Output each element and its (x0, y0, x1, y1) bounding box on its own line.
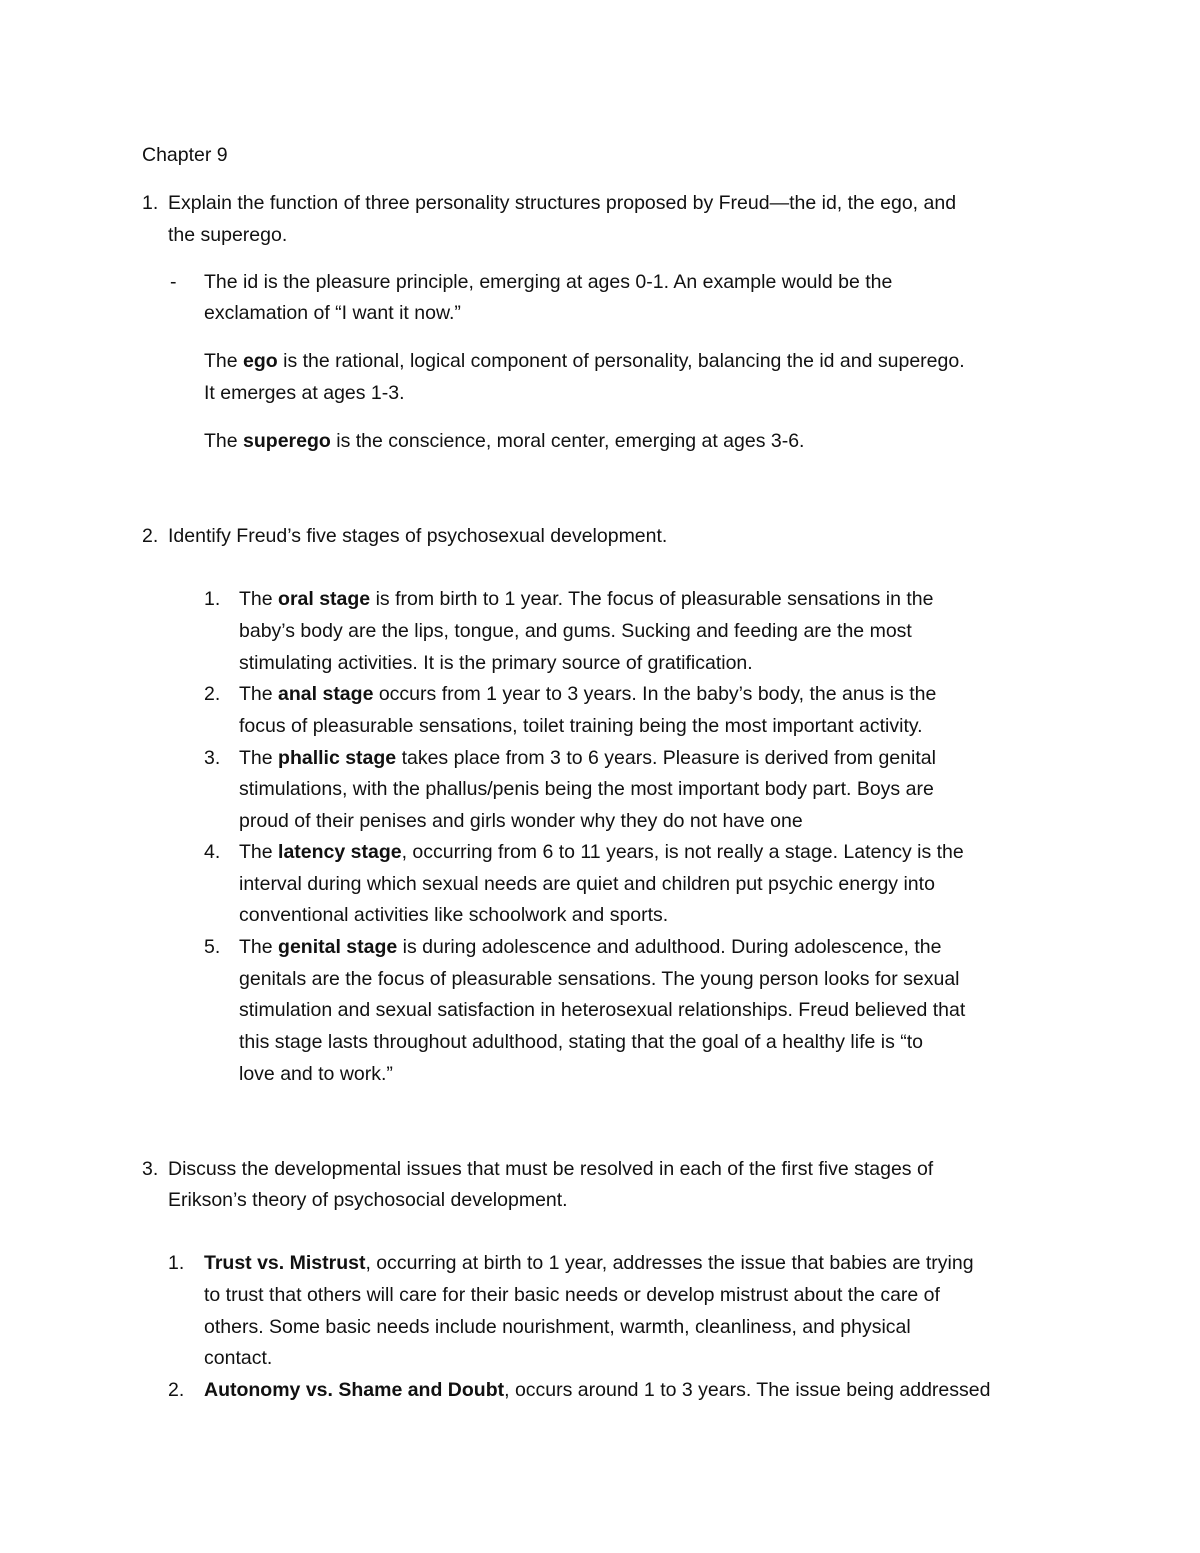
answer-text: It emerges at ages 1-3. (204, 382, 405, 404)
list-number: 1. (168, 1252, 185, 1274)
list-item: The oral stage is from birth to 1 year. The focus of pleasurable sensations in the (239, 588, 934, 610)
question-text: Explain the function of three personality structures proposed by Freud—the id, the ego, and (168, 192, 957, 214)
bullet-dash: - (170, 271, 177, 293)
question-text: Erikson’s theory of psychosocial development. (168, 1189, 568, 1211)
question-text: Discuss the developmental issues that must be resolved in each of the first five stages of (168, 1158, 934, 1180)
list-item: focus of pleasurable sensations, toilet training being the most important activity. (239, 715, 923, 737)
answer-text: The superego is the conscience, moral center, emerging at ages 3-6. (204, 430, 805, 452)
list-item: stimulating activities. It is the primary source of gratification. (239, 652, 753, 674)
term-superego: superego (243, 430, 331, 452)
question-number: 3. (142, 1158, 159, 1180)
list-item: contact. (204, 1347, 273, 1369)
list-item: stimulations, with the phallus/penis being the most important body part. Boys are (239, 778, 934, 800)
list-number: 4. (204, 841, 221, 863)
list-item: interval during which sexual needs are quiet and children put psychic energy into (239, 873, 935, 895)
list-item: The latency stage, occurring from 6 to 11 years, is not really a stage. Latency is the (239, 841, 964, 863)
term-trust-vs-mistrust: Trust vs. Mistrust (204, 1252, 366, 1274)
list-item: The phallic stage takes place from 3 to 6 years. Pleasure is derived from genital (239, 747, 936, 769)
answer-text: The ego is the rational, logical component of personality, balancing the id and superego. (204, 350, 965, 372)
list-item: The genital stage is during adolescence and adulthood. During adolescence, the (239, 936, 942, 958)
term-oral-stage: oral stage (278, 588, 371, 610)
list-number: 5. (204, 936, 221, 958)
list-item: conventional activities like schoolwork and sports. (239, 904, 669, 926)
list-number: 1. (204, 588, 221, 610)
list-item: genitals are the focus of pleasurable sensations. The young person looks for sexual (239, 968, 960, 990)
term-latency-stage: latency stage (278, 841, 402, 863)
answer-text: exclamation of “I want it now.” (204, 302, 461, 324)
question-number: 2. (142, 525, 159, 547)
question-text: the superego. (168, 224, 288, 246)
list-item: to trust that others will care for their basic needs or develop mistrust about the care of (204, 1284, 940, 1306)
list-item: stimulation and sexual satisfaction in heterosexual relationships. Freud believed that (239, 999, 966, 1021)
list-item: baby’s body are the lips, tongue, and gums. Sucking and feeding are the most (239, 620, 912, 642)
list-number: 3. (204, 747, 221, 769)
list-item: The anal stage occurs from 1 year to 3 years. In the baby’s body, the anus is the (239, 683, 937, 705)
list-item: proud of their penises and girls wonder why they do not have one (239, 810, 803, 832)
question-number: 1. (142, 192, 159, 214)
list-number: 2. (168, 1379, 185, 1401)
chapter-title: Chapter 9 (142, 144, 228, 166)
question-text: Identify Freud’s five stages of psychosexual development. (168, 525, 668, 547)
list-item: Autonomy vs. Shame and Doubt, occurs around 1 to 3 years. The issue being addressed (204, 1379, 991, 1401)
term-anal-stage: anal stage (278, 683, 374, 705)
term-autonomy-vs-shame: Autonomy vs. Shame and Doubt (204, 1379, 505, 1401)
list-number: 2. (204, 683, 221, 705)
term-ego: ego (243, 350, 278, 372)
list-item: love and to work.” (239, 1063, 393, 1085)
list-item: Trust vs. Mistrust, occurring at birth to 1 year, addresses the issue that babies are trying (204, 1252, 974, 1274)
term-genital-stage: genital stage (278, 936, 398, 958)
answer-text: The id is the pleasure principle, emerging at ages 0-1. An example would be the (204, 271, 893, 293)
list-item: this stage lasts throughout adulthood, stating that the goal of a healthy life is “to (239, 1031, 924, 1053)
list-item: others. Some basic needs include nourishment, warmth, cleanliness, and physical (204, 1316, 911, 1338)
term-phallic-stage: phallic stage (278, 747, 397, 769)
